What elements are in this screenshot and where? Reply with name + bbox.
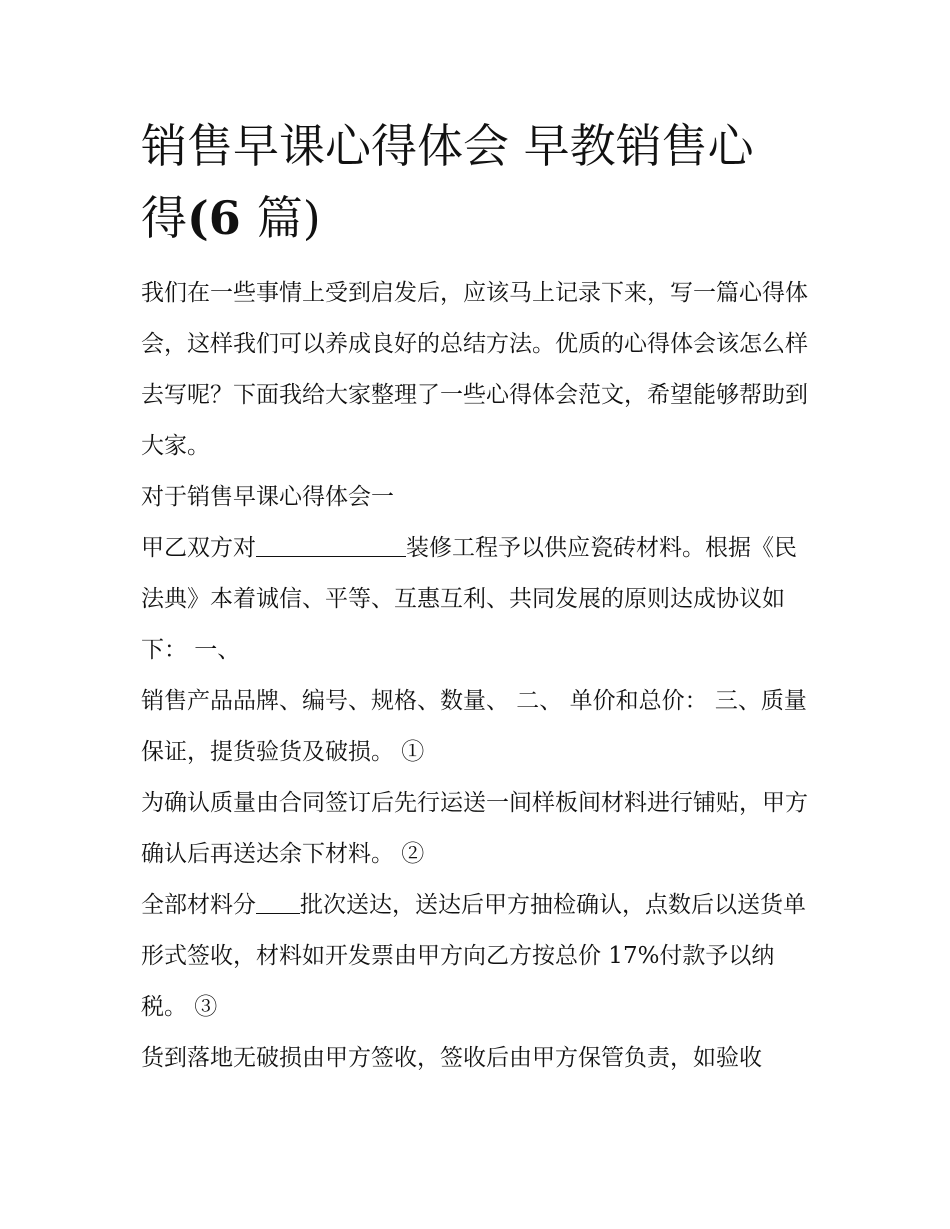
title-line-2-suffix: 篇) (256, 191, 321, 245)
paragraph-5: 货到落地无破损由甲方签收，签收后由甲方保管负责，如验收 (141, 1045, 762, 1071)
document-content (141, 110, 813, 1084)
paragraph-4 (141, 880, 813, 1033)
document-body (141, 268, 813, 1084)
title-line-2-prefix: 得 (141, 191, 187, 245)
paragraph-4-end: 批次送达，送达后甲方抽检确认，点数后以送货单形式签收，材料如开发票由甲方向乙方按总价 17%付款予以纳税。 ③ (141, 892, 806, 1020)
paragraph-4-start: 全部材料分 (141, 892, 256, 918)
section-heading: 对于销售早课心得体会一 (141, 484, 394, 510)
fill-in-blank-batches (256, 891, 300, 914)
fill-in-blank-project (256, 534, 406, 557)
paragraph-3: 为确认质量由合同签订后先行运送一间样板间材料进行铺贴，甲方确认后再送达余下材料。 ② (141, 790, 808, 867)
title-line-2 (141, 182, 813, 254)
paragraph-2: 销售产品品牌、编号、规格、数量、 二、 单价和总价： 三、质量保证，提货验货及破损。 ① (141, 688, 807, 765)
paragraph-1-end: 装修工程予以供应瓷砖材料。根据《民法典》本着诚信、平等、互惠互利、共同发展的原则达成协议如下： 一、 (141, 535, 797, 663)
document-title (141, 110, 813, 254)
paragraph-1-start: 甲乙双方对 (141, 535, 256, 561)
intro-paragraph: 我们在一些事情上受到启发后，应该马上记录下来，写一篇心得体会，这样我们可以养成良好的总结方法。优质的心得体会该怎么样去写呢？下面我给大家整理了一些心得体会范文，希望能够帮助到大家。 (141, 280, 808, 459)
title-line-2-number: (6 (187, 191, 257, 245)
title-line-1: 销售早课心得体会 早教销售心 (141, 119, 754, 173)
paragraph-1 (141, 523, 813, 676)
